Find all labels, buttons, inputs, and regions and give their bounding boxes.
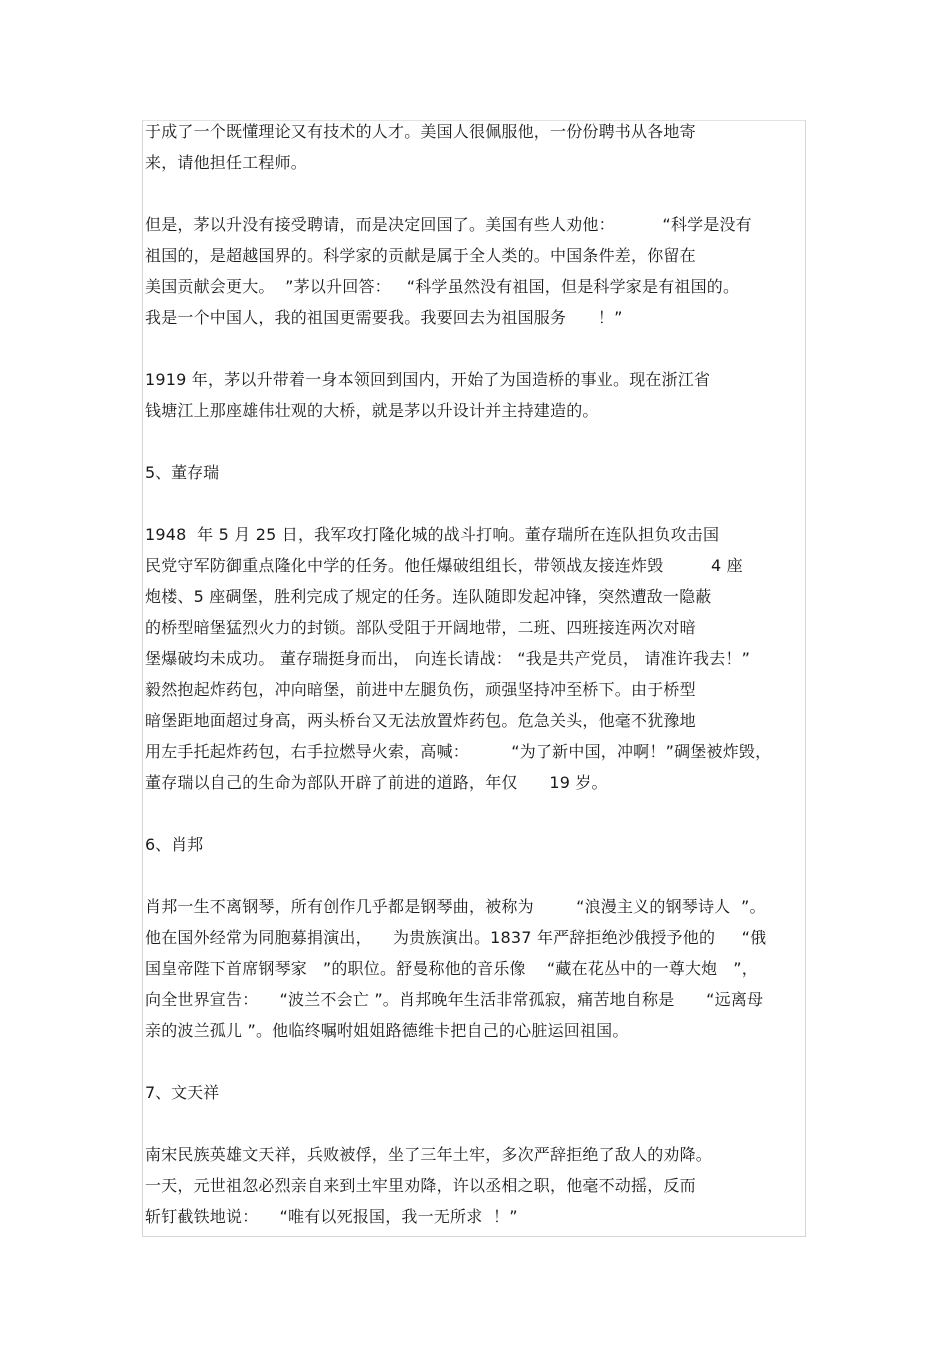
document-body: [145, 116, 807, 1232]
text-line: 我是一个中国人，我的祖国更需要我。我要回去为祖国服务 ！”: [145, 308, 623, 327]
paragraph-mao-bridge: [145, 364, 807, 426]
text-line: 他在国外经常为同胞募捐演出， 为贵族演出。1837 年严辞拒绝沙俄授予他的 “俄: [145, 928, 767, 947]
text-line: 肖邦一生不离钢琴，所有创作几乎都是钢琴曲，被称为 “浪漫主义的钢琴诗人 ”。: [145, 897, 766, 916]
text-line: 民党守军防御重点隆化中学的任务。他任爆破组组长，带领战友接连炸毁 4 座: [145, 556, 743, 575]
paragraph-gap: [145, 798, 807, 829]
text-line: 南宋民族英雄文天祥，兵败被俘，坐了三年土牢，多次严辞拒绝了敌人的劝降。: [145, 1145, 713, 1164]
text-line: 一天，元世祖忽必烈亲自来到土牢里劝降，许以丞相之职，他毫不动摇，反而: [145, 1176, 696, 1195]
paragraph-xiao: [145, 891, 807, 1046]
section-heading-wen: 7、文天祥: [145, 1083, 220, 1102]
text-line: 1948 年 5 月 25 日，我军攻打隆化城的战斗打响。董存瑞所在连队担负攻击国: [145, 525, 720, 544]
paragraph-mao-return: [145, 209, 807, 333]
text-line: 毅然抱起炸药包，冲向暗堡，前进中左腿负伤，顽强坚持冲至桥下。由于桥型: [145, 680, 696, 699]
paragraph-gap: [145, 333, 807, 364]
paragraph-gap: [145, 426, 807, 457]
text-line: 1919 年，茅以升带着一身本领回到国内，开始了为国造桥的事业。现在浙江省: [145, 370, 711, 389]
paragraph-gap: [145, 860, 807, 891]
section-heading-dong: 5、董存瑞: [145, 463, 220, 482]
text-line: 钱塘江上那座雄伟壮观的大桥，就是茅以升设计并主持建造的。: [145, 401, 599, 420]
text-line: 但是，茅以升没有接受聘请，而是决定回国了。美国有些人劝他： “科学是没有: [145, 215, 752, 234]
paragraph-mao-ending: [145, 116, 807, 178]
text-line: 的桥型暗堡猛烈火力的封锁。部队受阻于开阔地带，二班、四班接连两次对暗: [145, 618, 696, 637]
paragraph-gap: [145, 1108, 807, 1139]
text-line: 向全世界宣告： “波兰不会亡 ”。肖邦晚年生活非常孤寂，痛苦地自称是 “远离母: [145, 990, 764, 1009]
text-line: 祖国的，是超越国界的。科学家的贡献是属于全人类的。中国条件差，你留在: [145, 246, 696, 265]
text-line: 堡爆破均未成功。 董存瑞挺身而出， 向连长请战： “我是共产党员， 请准许我去！”: [145, 649, 751, 668]
text-line: 炮楼、5 座碉堡，胜利完成了规定的任务。连队随即发起冲锋，突然遭敌一隐蔽: [145, 587, 712, 606]
paragraph-wen: [145, 1139, 807, 1232]
text-line: 于成了一个既懂理论又有技术的人才。美国人很佩服他，一份份聘书从各地寄: [145, 122, 696, 141]
text-line: 来，请他担任工程师。: [145, 153, 308, 172]
paragraph-dong: [145, 519, 807, 798]
text-line: 美国贡献会更大。 ”茅以升回答： “科学虽然没有祖国，但是科学家是有祖国的。: [145, 277, 740, 296]
text-line: 暗堡距地面超过身高，两头桥台又无法放置炸药包。危急关头，他毫不犹豫地: [145, 711, 696, 730]
paragraph-gap: [145, 1046, 807, 1077]
text-line: 用左手托起炸药包，右手拉燃导火索，高喊： “为了新中国，冲啊！”碉堡被炸毁，: [145, 742, 772, 761]
text-line: 国皇帝陛下首席钢琴家 ”的职位。舒曼称他的音乐像 “藏在花丛中的一尊大炮 ”，: [145, 959, 758, 978]
text-line: 斩钉截铁地说： “唯有以死报国，我一无所求 ！”: [145, 1207, 518, 1226]
section-heading-xiao: 6、肖邦: [145, 835, 204, 854]
paragraph-gap: [145, 178, 807, 209]
paragraph-gap: [145, 488, 807, 519]
text-line: 董存瑞以自己的生命为部队开辟了前进的道路，年仅 19 岁。: [145, 773, 608, 792]
text-line: 亲的波兰孤儿 ”。他临终嘱咐姐姐路德维卡把自己的心脏运回祖国。: [145, 1021, 629, 1040]
